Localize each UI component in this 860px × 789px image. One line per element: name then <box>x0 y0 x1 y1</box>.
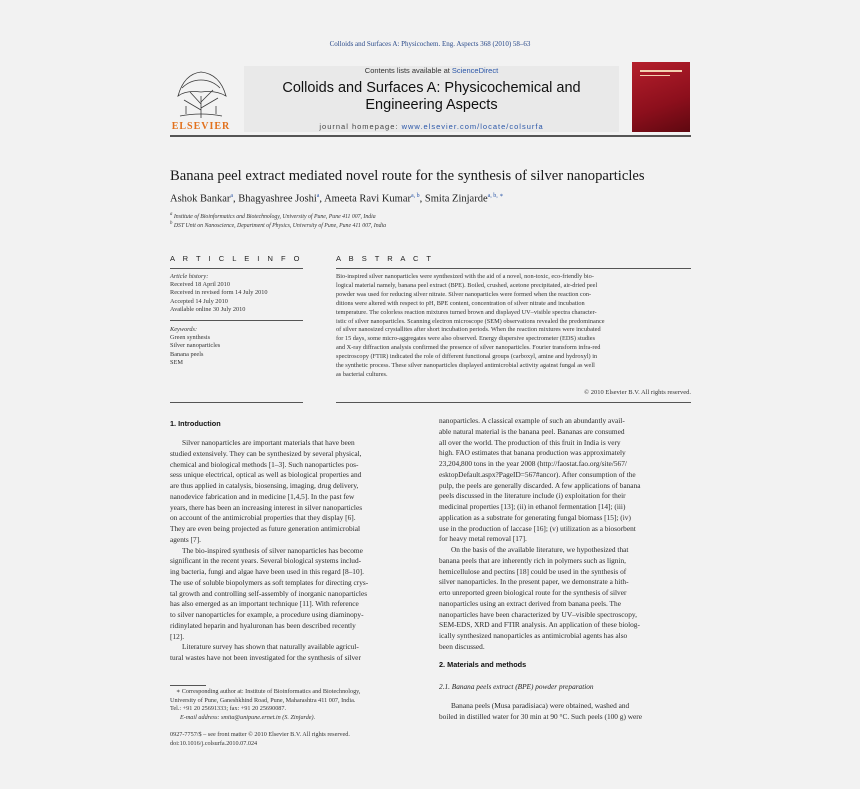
abstract-line: Bio-inspired silver nanoparticles were synthesized with the aid of a novel, non-toxic, eco-friendly bio- <box>336 273 594 280</box>
body-line: nanoparticles have been characterized by UV–visible spectroscopy, <box>439 609 637 619</box>
body-line: erto unreported green biological route for the synthesis of silver <box>439 588 627 597</box>
section-heading-introduction: 1. Introduction <box>170 419 221 428</box>
subsection-heading: 2.1. Banana peels extract (BPE) powder preparation <box>439 682 594 691</box>
body-line: on account of the antimicrobial properties that they display [6]. <box>170 513 356 523</box>
affiliation <box>170 212 376 220</box>
publisher-logo-text: ELSEVIER <box>171 121 231 132</box>
body-line: pulp, the peels are generally discarded. A few applications of banana <box>439 480 641 490</box>
body-line: nanodevice fabrication and in medicine [1,4,5]. In the past few <box>170 491 355 501</box>
keyword: SEM <box>170 358 183 366</box>
footnote-line: University of Pune, Ganeshkhind Road, Pune, Maharashtra 411 007, India. <box>170 696 356 704</box>
history-item: Received 18 April 2010 <box>170 281 230 289</box>
sciencedirect-link[interactable]: ScienceDirect <box>451 66 499 75</box>
body-line: esktopDefault.aspx?PageID=567#ancor). After consumption of the <box>439 469 636 479</box>
body-line: ridinylated heparin and hyaluronan has been described recently <box>170 620 356 630</box>
body-line: On the basis of the available literature, we hypothesized that <box>451 545 629 554</box>
doi-line[interactable]: doi:10.1016/j.colsurfa.2010.07.024 <box>170 739 258 747</box>
keyword: Green synthesis <box>170 334 211 342</box>
body-column-right <box>439 416 691 653</box>
body-line: silver nanoparticles. In the present paper, we demonstrate a hith- <box>439 577 629 587</box>
history-label: Article history: <box>170 273 209 280</box>
body-line: nanoparticles using an extract derived from banana peels. The <box>439 598 621 608</box>
abstract-line: temperature. The colorless reaction mixtures turned brown and displayed UV–visible spectra character- <box>336 308 597 316</box>
body-line: for heavy metal removal [17]. <box>439 534 527 544</box>
affiliation-mark: a <box>170 212 173 217</box>
divider <box>170 402 303 403</box>
homepage-prefix: journal homepage: <box>319 122 402 131</box>
body-line: [12]. <box>170 631 185 641</box>
divider <box>336 402 691 403</box>
body-line: are thus applied in catalysis, biosensing, imaging, drug delivery, <box>170 481 359 490</box>
article-history <box>170 273 303 314</box>
abstract-heading: A B S T R A C T <box>336 254 434 263</box>
body-line: peels discussed in the literature include (i) exploitation for their <box>439 491 626 501</box>
journal-homepage <box>244 122 619 131</box>
keyword: Banana peels <box>170 350 204 358</box>
body-line: application as a substrate for generating fungal biomass [15]; (iv) <box>439 512 631 522</box>
author-affil-mark[interactable]: a <box>230 193 234 199</box>
contents-prefix: Contents lists available at <box>364 66 452 75</box>
author-name: Bhagyashree Joshi <box>238 193 317 205</box>
abstract-line: the synthetic process. These silver nanoparticles displayed antimicrobial activity against fungal as well <box>336 362 595 370</box>
body-line: ically synthesized nanoparticles as antimicrobial agents has also <box>439 631 628 640</box>
paper-title: Banana peel extract mediated novel route for the synthesis of silver nanoparticles <box>170 168 645 184</box>
keyword: Silver nanoparticles <box>170 342 221 350</box>
history-item: Available online 30 July 2010 <box>170 305 246 313</box>
abstract-line: istic of silver nanoparticles. Scanning electron microscope (SEM) observations revealed the predominance <box>336 317 605 325</box>
body-line: high. FAO estimates that banana production was approximately <box>439 448 626 458</box>
abstract-line: as bacterial cultures. <box>336 370 388 378</box>
journal-citation: Colloids and Surfaces A: Physicochem. Eng. Aspects 368 (2010) 58–63 <box>329 40 531 48</box>
affiliation-text: Institute of Bioinformatics and Biotechnology, University of Pune, Pune 411 007, India <box>173 213 376 220</box>
body-column-left <box>170 438 422 664</box>
journal-title <box>244 80 619 114</box>
author-affil-mark[interactable]: a, b, ∗ <box>487 193 504 199</box>
footnote <box>170 688 422 722</box>
body-line: significant in the recent years. Several biological systems includ- <box>170 556 362 566</box>
footnote-line: ∗ Corresponding author at: Institute of Bioinformatics and Biotechnology, <box>176 688 361 695</box>
abstract-line: spectroscopy (FTIR) indicated the role of different functional groups (carboxyl, amine and hydroxyl) in <box>336 353 598 361</box>
author-list: Ashok Bankar$^a$, Bhagyashree Joshi$^a$, Ameeta Ravi Kumar$^{a, b}$, Smita Zinjarde$^{a, b, ∗}$ <box>170 193 504 205</box>
journal-cover-image <box>632 62 690 132</box>
cover-title-mark <box>640 70 682 72</box>
body-line: They are even being projected as future generation antimicrobial <box>170 524 361 533</box>
affiliation-text: DST Unit on Nanoscience, Department of Physics, University of Pune, Pune 411 007, India <box>173 222 387 229</box>
section-heading-methods: 2. Materials and methods <box>439 660 527 669</box>
header-rule <box>170 135 691 137</box>
body-line: medicinal properties [13]; (ii) in ethanol fermentation [14]; (iii) <box>439 502 626 511</box>
body-line: able natural material is the banana peel. Bananas are consumed <box>439 426 625 436</box>
body-line: ing bacteria, fungi and algae have been used in this regard [8–10]. <box>170 567 364 576</box>
body-line: has also emerged as an important technique [11]. With reference <box>170 599 359 609</box>
divider <box>336 268 691 269</box>
contents-line <box>244 66 619 75</box>
history-item: Received in revised form 14 July 2010 <box>170 289 268 297</box>
author-name: Ameeta Ravi Kumar <box>324 193 411 205</box>
article-info-heading: A R T I C L E I N F O <box>170 254 303 263</box>
abstract-line: ditions were altered with respect to pH, BPE content, concentration of silver nitrate and incubation <box>336 299 585 307</box>
author-name: Ashok Bankar <box>170 193 231 205</box>
body-line: The bio-inspired synthesis of silver nanoparticles has become <box>182 545 363 555</box>
journal-title-line2: Engineering Aspects <box>365 97 498 113</box>
body-line: Silver nanoparticles are important materials that have been <box>182 438 355 447</box>
abstract-line: and X-ray diffraction analysis confirmed the presence of silver nanoparticles. Fourier transform infra-red <box>336 344 601 352</box>
abstract-line: for 15 days, some micro-aggregates were also observed. Energy dispersive spectrometer (EDS) studies <box>336 335 596 343</box>
body-line: use in the production of laccase [16]; (v) utilization as a biosorbent <box>439 523 636 533</box>
abstract-line: logical material namely, banana peel extract (BPE). Boiled, crushed, acetone precipitated, air-dried peel <box>336 281 598 289</box>
body-line: 23,204,800 tons in the year 2008 (http://faostat.fao.org/site/567/ <box>439 459 627 468</box>
footnote-email-line[interactable]: E-mail address: smita@unipune.ernet.in (S. Zinjarde). <box>180 713 316 721</box>
author-affil-mark[interactable]: a <box>316 193 320 199</box>
body-line: chemical and biological methods [1–3]. Such nanoparticles pos- <box>170 459 359 469</box>
abstract-text <box>336 273 691 380</box>
body-line: been discussed. <box>439 641 485 651</box>
author-name: Smita Zinjarde <box>424 193 488 205</box>
body-line: all over the world. The production of this fruit in India is very <box>439 437 621 447</box>
body-line: Literature survey has shown that naturally available agricul- <box>182 642 359 652</box>
affiliation-mark: b <box>170 221 173 226</box>
abstract-line: powder was used for reducing silver nitrate. Silver nanoparticles were formed when the reaction con- <box>336 290 592 298</box>
issn-line: 0927-7757/$ – see front matter © 2010 Elsevier B.V. All rights reserved. <box>170 731 350 738</box>
homepage-link[interactable]: www.elsevier.com/locate/colsurfa <box>401 122 544 131</box>
divider <box>170 320 303 321</box>
body-line: boiled in distilled water for 30 min at 90 °C. Such peels (100 g) were <box>439 711 643 721</box>
abstract-copyright: © 2010 Elsevier B.V. All rights reserved. <box>584 389 691 396</box>
abstract-line: of silver nanosized crystallites after short incubation periods. When the reaction mixtures were incubated <box>336 326 601 334</box>
body-line: tural wastes have not been investigated for the synthesis of silver <box>170 653 361 662</box>
body-line: nanoparticles. A classical example of such an abundantly avail- <box>439 416 625 425</box>
divider <box>170 268 303 269</box>
footnote-rule <box>170 685 206 686</box>
history-item: Accepted 14 July 2010 <box>170 297 228 305</box>
journal-title-line1: Colloids and Surfaces A: Physicochemical and <box>282 80 581 96</box>
body-line: to silver nanoparticles for example, a procedure using diaminopy- <box>170 610 364 619</box>
footnote-line: Tel.: +91 20 25691333; fax: +91 20 25690087. <box>170 705 287 713</box>
body-line: agents [7]. <box>170 534 201 544</box>
body-line: The use of soluble biopolymers as soft templates for directing crys- <box>170 577 369 587</box>
body-line: Banana peels (Musa paradisiaca) were obtained, washed and <box>451 701 630 710</box>
body-line: years, there has been an increasing interest in silver nanoparticles <box>170 502 363 512</box>
body-line: studied extensively. They can be synthesized by several physical, <box>170 448 362 458</box>
keywords <box>170 326 303 367</box>
body-line: SEM-EDS, XRD and FTIR analysis. An application of these biolog- <box>439 620 640 630</box>
keywords-label: Keywords: <box>170 326 198 333</box>
author-affil-mark[interactable]: a, b <box>410 193 420 199</box>
body-line: banana peels that are inherently rich in polymers such as lignin, <box>439 555 627 565</box>
methods-text <box>439 701 691 723</box>
affiliation <box>170 221 386 229</box>
body-line: tal growth and controlling self-assembly of inorganic nanoparticles <box>170 588 368 598</box>
body-line: sess unique electrical, optical as well as biological properties and <box>170 470 362 480</box>
cover-subtitle-mark <box>640 75 670 76</box>
body-line: hemicellulose and pectins [18] could be used in the synthesis of <box>439 566 627 576</box>
issn-block <box>170 731 422 748</box>
